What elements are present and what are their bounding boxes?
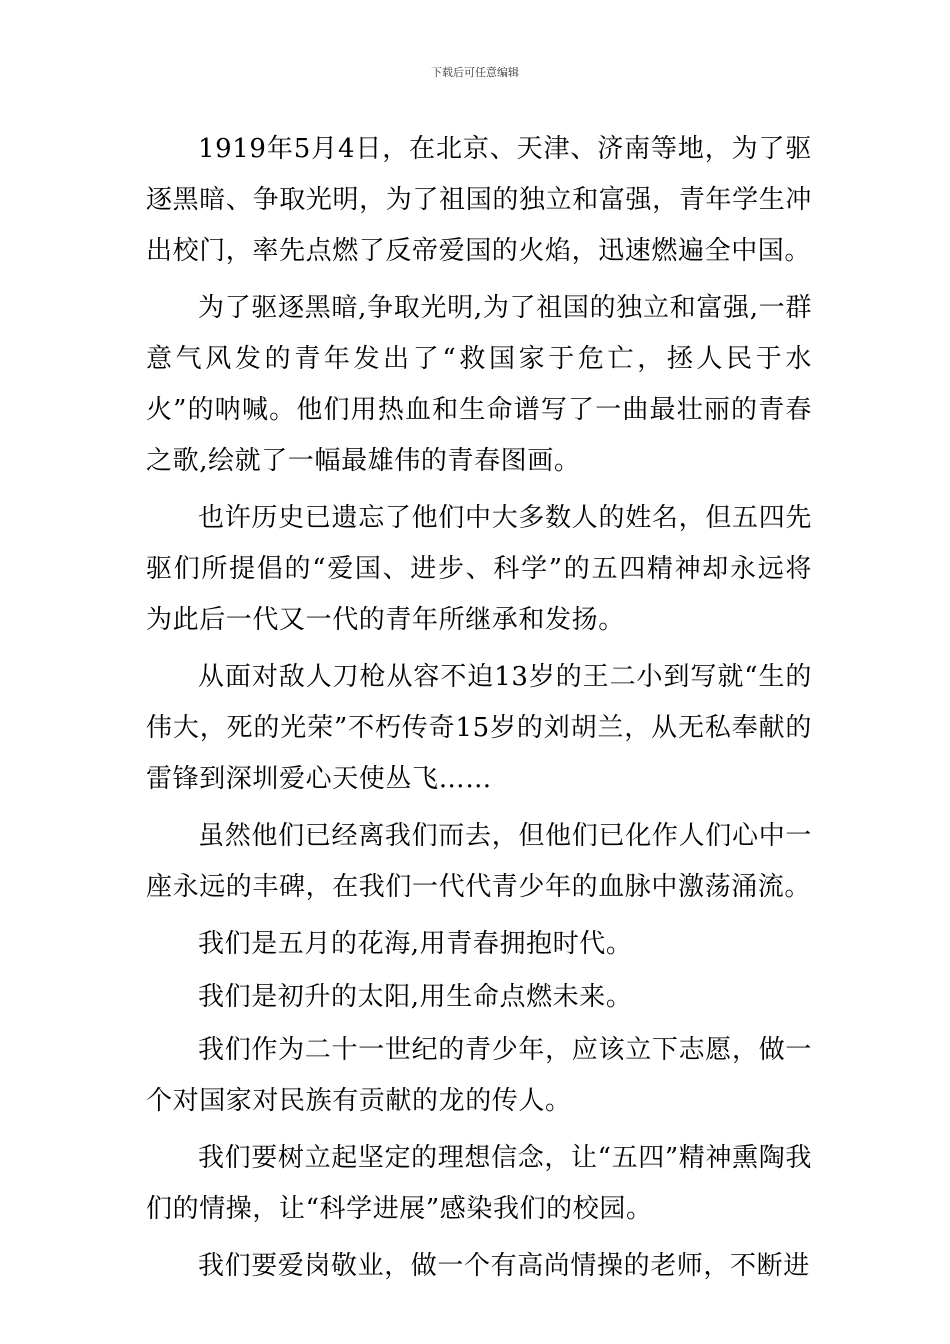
- paragraph-9: 我们要树立起坚定的理想信念，让“五四”精神熏陶我们的情操，让“科学进展”感染我们的校园。: [146, 1143, 812, 1224]
- paragraph-4: 从面对敌人刀枪从容不迫13岁的王二小到写就“生的伟大，死的光荣”不朽传奇15岁的刘胡兰，从无私奉献的雷锋到深圳爱心天使丛飞……: [146, 662, 812, 794]
- paragraph-3: 也许历史已遗忘了他们中大多数人的姓名，但五四先驱们所提倡的“爱国、进步、科学”的五四精神却永远将为此后一代又一代的青年所继承和发扬。: [146, 503, 812, 635]
- document-body: [146, 124, 812, 1298]
- paragraph-2: 为了驱逐黑暗,争取光明,为了祖国的独立和富强,一群意气风发的青年发出了“救国家于危亡，拯人民于水火”的呐喊。他们用热血和生命谱写了一曲最壮丽的青春之歌,绘就了一幅最雄伟的青春图画。: [146, 293, 812, 476]
- paragraph-10: 我们要爱岗敬业，做一个有高尚情操的老师，不断进: [198, 1251, 810, 1281]
- paragraph-8: 我们作为二十一世纪的青少年，应该立下志愿，做一个对国家对民族有贡献的龙的传人。: [146, 1035, 812, 1116]
- paragraph-1: 1919年5月4日，在北京、天津、济南等地，为了驱逐黑暗、争取光明，为了祖国的独立和富强，青年学生冲出校门，率先点燃了反帝爱国的火焰，迅速燃遍全中国。: [146, 134, 812, 266]
- paragraph-5: 虽然他们已经离我们而去，但他们已化作人们心中一座永远的丰碑，在我们一代代青少年的血脉中激荡涌流。: [146, 821, 812, 902]
- paragraph-6: 我们是五月的花海,用青春拥抱时代。: [198, 929, 633, 959]
- paragraph-7: 我们是初升的太阳,用生命点燃未来。: [198, 982, 633, 1012]
- page-header: 下载后可任意编辑: [431, 66, 519, 79]
